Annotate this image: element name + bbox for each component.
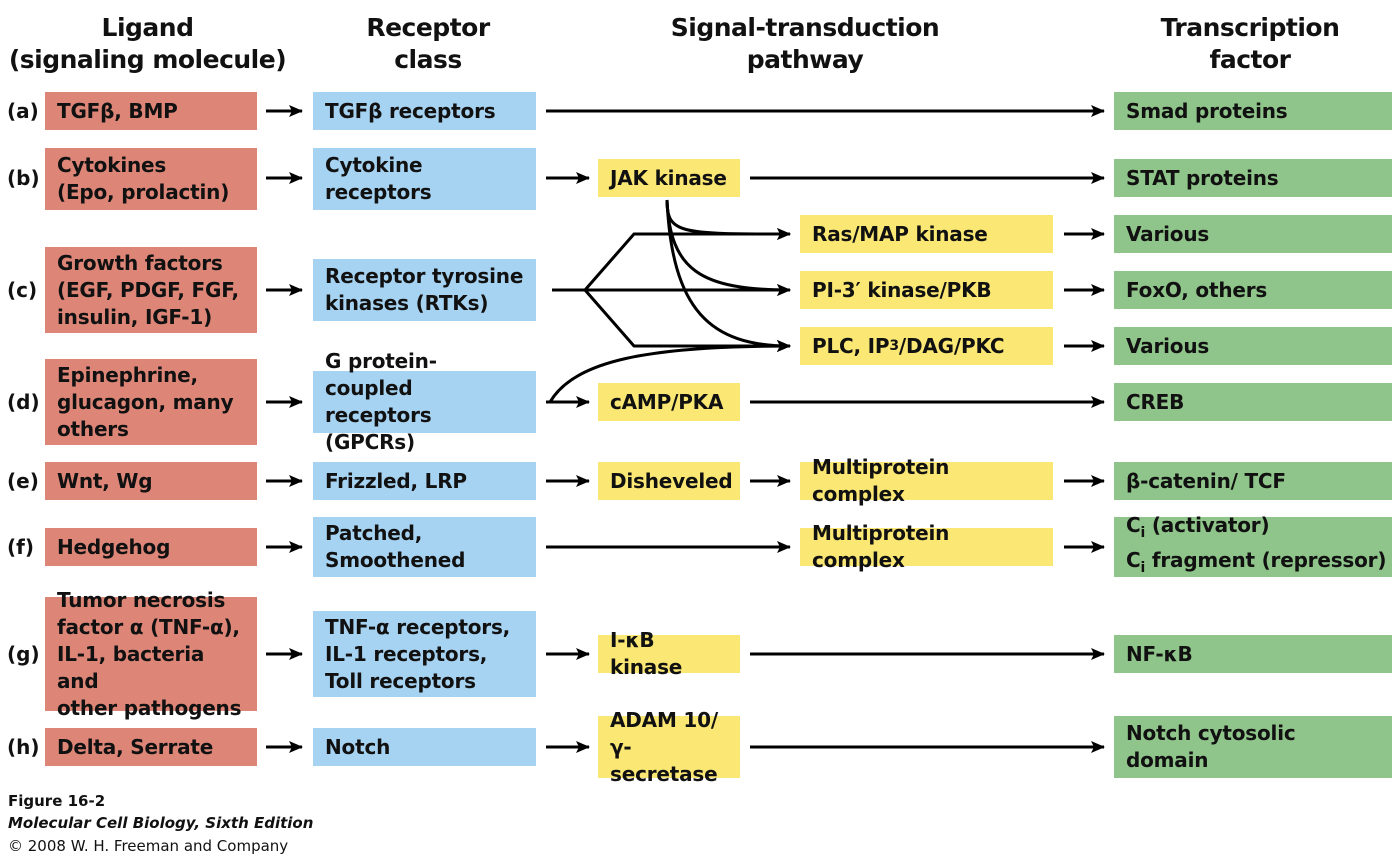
ligand-box-f: Hedgehog <box>45 528 257 566</box>
book-title: Molecular Cell Biology, Sixth Edition <box>8 814 314 832</box>
header-receptor: Receptor class <box>366 13 490 74</box>
pathway-ikb-kinase: I-κB kinase <box>598 635 740 673</box>
tf-box-b: STAT proteins <box>1114 159 1392 197</box>
row-label-h: (h) <box>7 735 40 759</box>
arrow-jak-pi3k <box>667 200 790 290</box>
tf-box-g: NF-κB <box>1114 635 1392 673</box>
plc-text-pre: PLC, IP <box>812 333 890 358</box>
row-label-b: (b) <box>7 166 40 190</box>
row-label-c: (c) <box>7 278 38 302</box>
ligand-box-a: TGFβ, BMP <box>45 92 257 130</box>
pathway-multiprotein-complex-f: Multiprotein complex <box>800 528 1053 566</box>
arrow-jak-ras <box>667 200 790 234</box>
arrow-jak-plc <box>667 200 790 346</box>
tf-box-d: CREB <box>1114 383 1392 421</box>
copyright: © 2008 W. H. Freeman and Company <box>8 837 289 855</box>
row-label-f: (f) <box>7 535 34 559</box>
pathway-ras-map-kinase: Ras/MAP kinase <box>800 215 1053 253</box>
tf-box-e: β-catenin/ TCF <box>1114 462 1392 500</box>
header-transcription-factor: Transcription factor <box>1160 13 1340 74</box>
pathway-adam10-gamma-secretase: ADAM 10/ γ-secretase <box>598 716 740 778</box>
row-label-d: (d) <box>7 390 40 414</box>
receptor-box-c: Receptor tyrosine kinases (RTKs) <box>313 259 536 321</box>
row-label-a: (a) <box>7 99 39 123</box>
pathway-plc-ip3-dag-pkc <box>800 327 1053 365</box>
receptor-box-a: TGFβ receptors <box>313 92 536 130</box>
arrow-rtk-plc <box>585 290 790 346</box>
ligand-box-b: Cytokines (Epo, prolactin) <box>45 148 257 210</box>
tf-ci-repressor: $C_i$ fragment (repressor) <box>1126 548 1387 576</box>
tf-box-a: Smad proteins <box>1114 92 1392 130</box>
ligand-box-h: Delta, Serrate <box>45 728 257 766</box>
ligand-box-d: Epinephrine, glucagon, many others <box>45 359 257 445</box>
pathway-jak-kinase: JAK kinase <box>598 159 740 197</box>
pathway-multiprotein-complex-e: Multiprotein complex <box>800 462 1053 500</box>
ligand-box-e: Wnt, Wg <box>45 462 257 500</box>
row-label-e: (e) <box>7 469 39 493</box>
plc-text-sub: 3 <box>889 337 899 354</box>
receptor-box-g: TNF-α receptors, IL-1 receptors, Toll receptors <box>313 611 536 697</box>
tf-box-ras: Various <box>1114 215 1392 253</box>
pathway-disheveled: Disheveled <box>598 462 740 500</box>
header-pathway: Signal-transduction pathway <box>670 13 940 74</box>
pathway-pi3-kinase-pkb: PI-3′ kinase/PKB <box>800 271 1053 309</box>
tf-ci-activator: $C_i$ (activator) <box>1126 513 1270 541</box>
plc-text-post: /DAG/PKC <box>898 333 1005 358</box>
header-ligand: Ligand (signaling molecule) <box>8 13 287 74</box>
receptor-box-e: Frizzled, LRP <box>313 462 536 500</box>
row-label-g: (g) <box>7 642 40 666</box>
tf-box-h: Notch cytosolic domain <box>1114 716 1392 778</box>
tf-box-f <box>1114 513 1392 577</box>
receptor-box-h: Notch <box>313 728 536 766</box>
pathway-camp-pka: cAMP/PKA <box>598 383 740 421</box>
ligand-box-g: Tumor necrosis factor α (TNF-α), IL-1, bacteria and other pathogens <box>45 597 257 711</box>
ligand-box-c: Growth factors (EGF, PDGF, FGF, insulin, IGF-1) <box>45 247 257 333</box>
tf-box-plc: Various <box>1114 327 1392 365</box>
tf-box-pi3k: FoxO, others <box>1114 271 1392 309</box>
figure-number: Figure 16-2 <box>8 792 106 810</box>
receptor-box-d: G protein-coupled receptors (GPCRs) <box>313 371 536 433</box>
receptor-box-f: Patched, Smoothened <box>313 517 536 577</box>
receptor-box-b: Cytokine receptors <box>313 148 536 210</box>
